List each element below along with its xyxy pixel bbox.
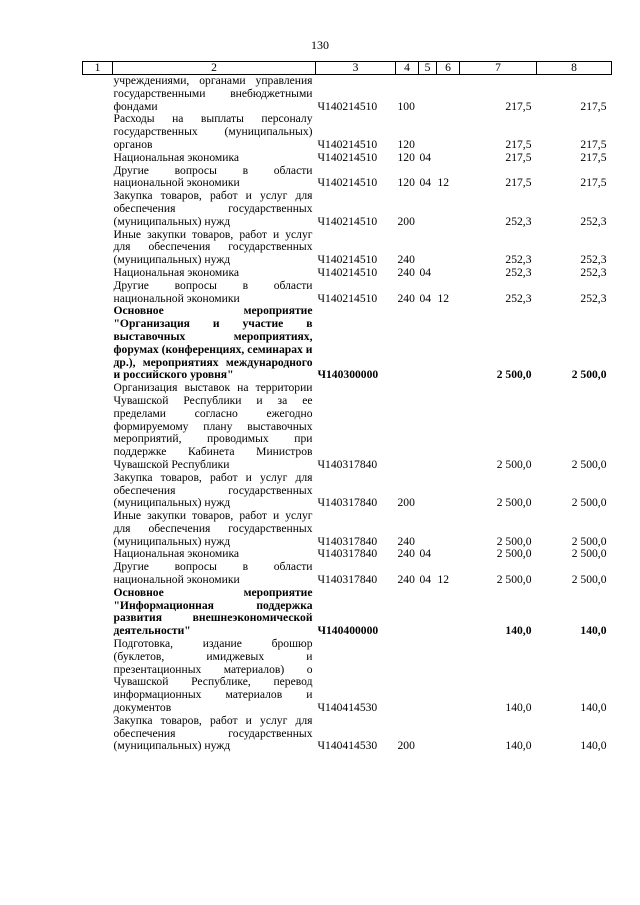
row-expense-type-cell: 240 — [397, 573, 415, 587]
row-value-8-cell: 252,3 — [580, 291, 607, 305]
row-subsection-cell — [437, 638, 460, 715]
row-expense-type-cell: 200 — [397, 214, 415, 228]
row-value-8-cell: 140,0 — [580, 701, 607, 715]
column-header: 3 — [316, 62, 396, 75]
row-name-cell: учреждениями, органами управления государственными внебюджетными фондами — [113, 74, 313, 113]
column-header: 1 — [83, 62, 113, 75]
row-value-8-cell: 140,0 — [580, 739, 607, 753]
row-code-cell: Ч140214510 — [317, 176, 378, 190]
row-subsection-cell — [437, 587, 460, 638]
row-subsection-cell — [437, 382, 460, 472]
row-name-cell: Закупка товаров, работ и услуг для обеспечения государственных (муниципальных) нужд — [113, 189, 313, 228]
row-expense-type-cell: 200 — [397, 739, 415, 753]
row-code-cell: Ч140214510 — [317, 253, 378, 267]
row-section-cell — [419, 472, 437, 510]
row-section-cell — [419, 229, 437, 267]
row-value-8-cell: 217,5 — [580, 150, 607, 164]
row-expense-type-cell: 200 — [397, 496, 415, 510]
table-row — [83, 715, 612, 753]
row-value-7-cell: 2 500,0 — [496, 547, 532, 561]
row-value-8-cell: 2 500,0 — [571, 573, 607, 587]
table-row — [83, 280, 612, 306]
table-row — [83, 510, 612, 548]
row-section-cell: 04 — [419, 265, 432, 279]
row-name-cell: Иные закупки товаров, работ и услуг для обеспечения государственных (муниципальных) нужд — [113, 227, 313, 267]
row-subsection-cell — [437, 113, 460, 151]
row-value-8-cell: 2 500,0 — [571, 496, 607, 510]
row-subsection-cell: 12 — [437, 291, 450, 305]
row-value-8-cell: 217,5 — [580, 176, 607, 190]
row-name-cell: Подготовка, издание брошюр (буклетов, имиджевых и презентационных материалов) о Чувашской Республике, перевод информационных материалов и документов — [113, 637, 313, 715]
column-header: 4 — [396, 62, 419, 75]
row-name-cell: Основное мероприятие "Информационная поддержка развития внешнеэкономической деятельности" — [113, 585, 313, 638]
row-name-cell: Организация выставок на территории Чувашской Республики и за ее пределами согласно ежегодно формируемому плану выставочных мероприятий, проводимых при поддержке Кабинета Министров Чувашской Республики — [113, 381, 313, 471]
row-number-cell — [83, 267, 113, 280]
row-section-cell: 04 — [419, 573, 432, 587]
row-code-cell: Ч140214510 — [317, 265, 378, 279]
column-header: 6 — [437, 62, 460, 75]
page-number: 130 — [311, 38, 329, 52]
table-row — [83, 561, 612, 587]
budget-table — [82, 61, 612, 753]
table-row — [83, 638, 612, 715]
column-header: 8 — [537, 62, 612, 75]
row-number-cell — [83, 152, 113, 165]
row-number-cell — [83, 587, 113, 638]
row-subsection-cell — [437, 548, 460, 561]
row-name-cell: Национальная экономика — [113, 265, 240, 279]
row-value-8-cell: 217,5 — [580, 99, 607, 113]
row-section-cell — [419, 587, 437, 638]
row-value-7-cell: 2 500,0 — [496, 496, 532, 510]
row-expense-type-cell: 120 — [397, 176, 415, 190]
row-number-cell — [83, 75, 113, 114]
row-section-cell — [419, 190, 437, 228]
row-section-cell — [419, 305, 437, 382]
row-number-cell — [83, 382, 113, 472]
row-expense-type-cell: 120 — [397, 150, 415, 164]
table-row — [83, 587, 612, 638]
row-number-cell — [83, 510, 113, 548]
row-code-cell: Ч140317840 — [317, 496, 378, 510]
row-code-cell: Ч140214510 — [317, 150, 378, 164]
row-expense-type-cell: 240 — [397, 291, 415, 305]
row-value-7-cell: 2 500,0 — [496, 573, 532, 587]
column-header: 7 — [460, 62, 537, 75]
row-expense-type-cell: 240 — [397, 534, 415, 548]
row-number-cell — [83, 165, 113, 191]
row-name-cell: Другие вопросы в области национальной экономики — [113, 560, 313, 587]
row-number-cell — [83, 638, 113, 715]
row-subsection-cell — [437, 472, 460, 510]
row-subsection-cell — [437, 152, 460, 165]
row-value-7-cell: 140,0 — [505, 624, 532, 638]
row-expense-type-cell: 240 — [397, 253, 415, 267]
row-value-8-cell: 217,5 — [580, 137, 607, 151]
row-subsection-cell — [437, 75, 460, 114]
row-code-cell: Ч140300000 — [317, 368, 379, 382]
row-subsection-cell: 12 — [437, 573, 450, 587]
row-expense-type-cell: 120 — [397, 137, 415, 151]
row-section-cell: 04 — [419, 176, 432, 190]
table-row — [83, 152, 612, 165]
row-value-7-cell: 252,3 — [505, 253, 532, 267]
table-row — [83, 113, 612, 151]
row-value-7-cell: 252,3 — [505, 291, 532, 305]
row-code-cell: Ч140414530 — [317, 739, 378, 753]
row-subsection-cell — [437, 190, 460, 228]
row-value-7-cell: 2 500,0 — [496, 534, 532, 548]
row-name-cell: Другие вопросы в области национальной экономики — [113, 163, 313, 190]
row-expense-type-cell — [396, 382, 419, 472]
row-subsection-cell: 12 — [437, 176, 450, 190]
row-expense-type-cell: 240 — [397, 547, 415, 561]
row-section-cell — [419, 113, 437, 151]
row-number-cell — [83, 113, 113, 151]
row-number-cell — [83, 229, 113, 267]
row-name-cell: Закупка товаров, работ и услуг для обеспечения государственных (муниципальных) нужд — [113, 713, 313, 753]
row-value-8-cell: 2 500,0 — [571, 457, 607, 471]
row-value-7-cell: 140,0 — [505, 701, 532, 715]
row-code-cell: Ч140414530 — [317, 701, 378, 715]
row-value-7-cell: 217,5 — [505, 137, 532, 151]
row-name-cell: Другие вопросы в области национальной экономики — [113, 278, 313, 305]
row-subsection-cell — [437, 229, 460, 267]
row-section-cell: 04 — [419, 150, 432, 164]
row-code-cell: Ч140214510 — [317, 214, 378, 228]
row-number-cell — [83, 715, 113, 753]
row-number-cell — [83, 548, 113, 561]
row-value-8-cell: 252,3 — [580, 253, 607, 267]
table-row — [83, 75, 612, 114]
row-section-cell: 04 — [419, 547, 432, 561]
header-row — [83, 62, 612, 75]
row-section-cell — [419, 510, 437, 548]
row-number-cell — [83, 561, 113, 587]
row-code-cell: Ч140214510 — [317, 99, 378, 113]
row-subsection-cell — [437, 305, 460, 382]
row-expense-type-cell — [396, 305, 419, 382]
row-section-cell — [419, 382, 437, 472]
row-section-cell — [419, 638, 437, 715]
row-subsection-cell — [437, 715, 460, 753]
row-value-7-cell: 217,5 — [505, 99, 532, 113]
row-value-7-cell: 140,0 — [505, 739, 532, 753]
row-expense-type-cell — [396, 587, 419, 638]
row-value-7-cell: 2 500,0 — [496, 368, 532, 382]
table-row — [83, 229, 612, 267]
row-subsection-cell — [437, 267, 460, 280]
row-code-cell: Ч140400000 — [317, 624, 379, 638]
row-section-cell — [419, 715, 437, 753]
row-number-cell — [83, 280, 113, 306]
row-name-cell: Национальная экономика — [113, 150, 240, 164]
column-header: 2 — [113, 62, 316, 75]
row-code-cell: Ч140317840 — [317, 457, 378, 471]
table-row — [83, 165, 612, 191]
row-number-cell — [83, 472, 113, 510]
row-name-cell: Основное мероприятие "Организация и участие в выставочных мероприятиях, форумах (конференциях, семинарах и др.), мероприятиях международного и российского уровня" — [113, 304, 313, 382]
row-value-7-cell: 252,3 — [505, 214, 532, 228]
table-row — [83, 190, 612, 228]
table-row — [83, 267, 612, 280]
row-name-cell: Закупка товаров, работ и услуг для обеспечения государственных (муниципальных) нужд — [113, 470, 313, 510]
row-value-8-cell: 2 500,0 — [571, 534, 607, 548]
table-row — [83, 305, 612, 382]
row-code-cell: Ч140317840 — [317, 547, 378, 561]
row-value-7-cell: 217,5 — [505, 176, 532, 190]
row-value-8-cell: 252,3 — [580, 265, 607, 279]
row-subsection-cell — [437, 510, 460, 548]
row-section-cell — [419, 75, 437, 114]
row-value-7-cell: 217,5 — [505, 150, 532, 164]
row-section-cell: 04 — [419, 291, 432, 305]
table-row — [83, 472, 612, 510]
column-header: 5 — [419, 62, 437, 75]
row-number-cell — [83, 305, 113, 382]
row-value-8-cell: 2 500,0 — [571, 547, 607, 561]
row-expense-type-cell: 240 — [397, 265, 415, 279]
row-name-cell: Иные закупки товаров, работ и услуг для обеспечения государственных (муниципальных) нужд — [113, 509, 313, 548]
table-row — [83, 382, 612, 472]
row-value-7-cell: 252,3 — [505, 265, 532, 279]
row-code-cell: Ч140214510 — [317, 291, 378, 305]
row-value-8-cell: 2 500,0 — [571, 368, 607, 382]
row-value-8-cell: 140,0 — [580, 624, 607, 638]
row-code-cell: Ч140317840 — [317, 573, 378, 587]
row-code-cell: Ч140214510 — [317, 137, 378, 151]
row-code-cell: Ч140317840 — [317, 534, 378, 548]
row-value-8-cell: 252,3 — [580, 214, 607, 228]
row-number-cell — [83, 190, 113, 228]
row-expense-type-cell: 100 — [397, 99, 415, 113]
row-name-cell: Национальная экономика — [113, 547, 240, 561]
row-name-cell: Расходы на выплаты персоналу государственных (муниципальных) органов — [113, 112, 313, 151]
row-expense-type-cell — [396, 638, 419, 715]
row-value-7-cell: 2 500,0 — [496, 457, 532, 471]
